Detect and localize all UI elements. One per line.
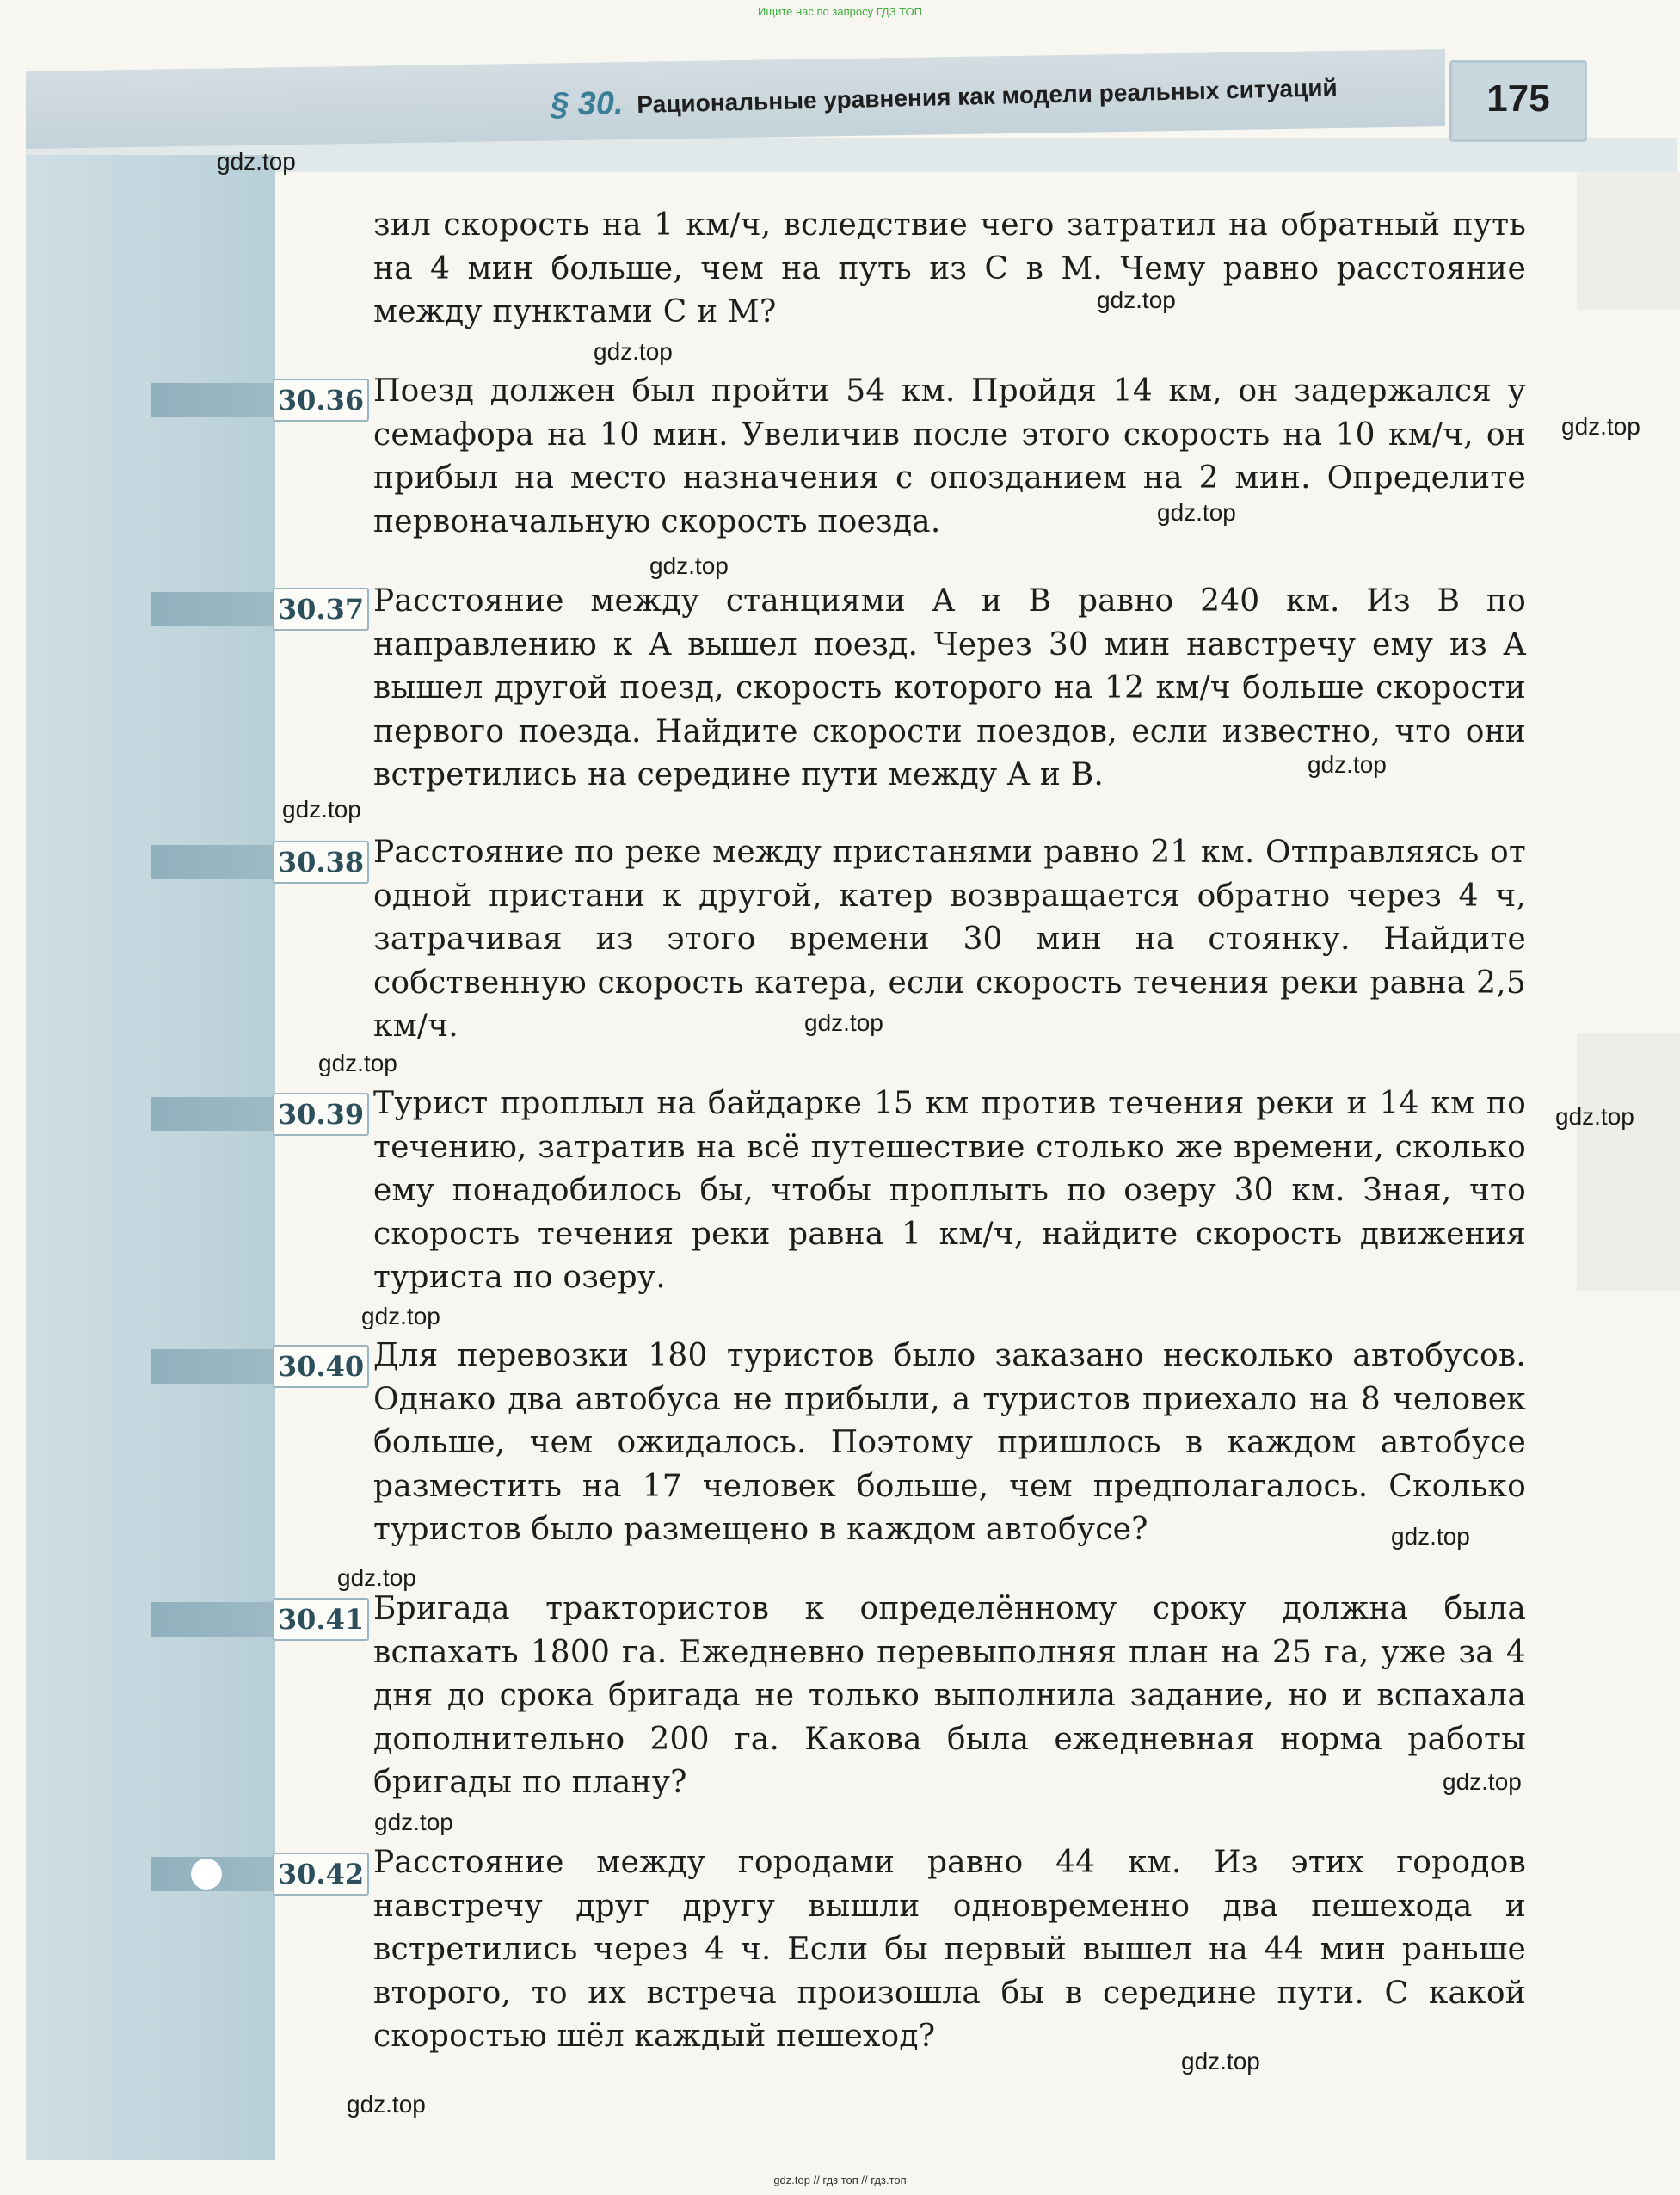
problem-number: 30.38 xyxy=(273,841,369,884)
problem-text: Турист проплыл на байдарке 15 км против течения реки и 14 км по течению, затратив на всё путешествие столько же времени, сколько ему понадобилось бы, чтобы проплыть по озеру 30 км. Зная, что скорость течения реки равна 1 км/ч, найдите скорость движения туриста по озеру. xyxy=(373,1086,1526,1295)
problem-number: 30.39 xyxy=(273,1093,369,1136)
watermark: gdz.top xyxy=(217,148,296,175)
top-note: Ищите нас по запросу ГДЗ ТОП xyxy=(758,5,922,18)
watermark: gdz.top xyxy=(1097,287,1176,313)
watermark: gdz.top xyxy=(282,796,361,823)
problem-number: 30.36 xyxy=(273,379,369,422)
watermark: gdz.top xyxy=(1443,1768,1522,1795)
section-number: § 30. xyxy=(550,85,624,123)
watermark: gdz.top xyxy=(594,338,673,365)
problem-text: Расстояние между станциями A и B равно 240 км. Из B по направлению к A вышел поезд. Через 30 мин навстречу ему из A вышел другой поезд, скорость которого на 12 км/ч больше скорости первого поезда. Найдите скорости поездов, если известно, что они встретились на середине пути между A и B. xyxy=(373,583,1526,792)
watermark: gdz.top xyxy=(804,1009,883,1036)
page-number-box xyxy=(1449,60,1587,142)
watermark: gdz.top xyxy=(1561,413,1640,440)
page-number: 175 xyxy=(1486,77,1550,120)
bleed-through-shade xyxy=(1577,172,1680,310)
problem-number: 30.41 xyxy=(273,1598,369,1641)
bottom-note: gdz.top // гдз топ // гдз.топ xyxy=(773,2173,907,2186)
bleed-through-shade xyxy=(1577,1033,1680,1291)
watermark: gdz.top xyxy=(1181,2048,1260,2075)
watermark: gdz.top xyxy=(1308,751,1387,778)
watermark: gdz.top xyxy=(1391,1523,1470,1550)
watermark: gdz.top xyxy=(361,1303,440,1329)
problem-number: 30.42 xyxy=(273,1853,369,1896)
watermark: gdz.top xyxy=(1157,499,1236,526)
problem-number: 30.40 xyxy=(273,1345,369,1388)
problem-text: Поезд должен был пройти 54 км. Пройдя 14 км, он задержался у семафора на 10 мин. Увеличив после этого скорость на 10 км/ч, он прибыл на место назначения с опозданием на 2 мин. Определите первоначальную скорость поезда. xyxy=(373,373,1526,540)
continuation-text: зил скорость на 1 км/ч, вследствие чего затратил на обратный путь на 4 мин больше, чем на путь из C в M. Чему равно расстояние между пунктами C и M? xyxy=(373,207,1526,330)
section-title: Рациональные уравнения как модели реальных ситуаций xyxy=(637,74,1338,118)
difficulty-marker-icon xyxy=(191,1859,222,1890)
problem-text: Расстояние по реке между пристанями равно 21 км. Отправляясь от одной пристани к другой, катер возвращается обратно через 4 ч, затрачивая из этого времени 30 мин на стоянку. Найдите собственную скорость катера, если скорость течения реки равна 2,5 км/ч. xyxy=(373,835,1526,1044)
problem-text: Расстояние между городами равно 44 км. Из этих городов навстречу друг другу вышли одновременно два пешехода и встретились через 4 ч. Если бы первый вышел на 44 мин раньше второго, то их встреча произошла бы в середине пути. С какой скоростью шёл каждый пешеход? xyxy=(373,1845,1526,2054)
watermark: gdz.top xyxy=(337,1564,416,1591)
watermark: gdz.top xyxy=(649,552,729,579)
problem-text: Для перевозки 180 туристов было заказано несколько автобусов. Однако два автобуса не прибыли, а туристов приехало на 8 человек больше, чем ожидалось. Поэтому пришлось в каждом автобусе разместить на 17 человек больше, чем предполагалось. Сколько туристов было размещено в каждом автобусе? xyxy=(373,1338,1526,1547)
watermark: gdz.top xyxy=(1555,1103,1634,1130)
watermark: gdz.top xyxy=(347,2091,426,2118)
problem-number: 30.37 xyxy=(273,588,369,631)
watermark: gdz.top xyxy=(318,1050,397,1076)
watermark: gdz.top xyxy=(374,1809,453,1835)
problem-text: Бригада трактористов к определённому сроку должна была вспахать 1800 га. Ежедневно перевыполняя план на 25 га, уже за 4 дня до срока бригада не только выполнила задание, но и вспахала дополнительно 200 га. Какова была ежедневная норма работы бригады по плану? xyxy=(373,1591,1526,1800)
